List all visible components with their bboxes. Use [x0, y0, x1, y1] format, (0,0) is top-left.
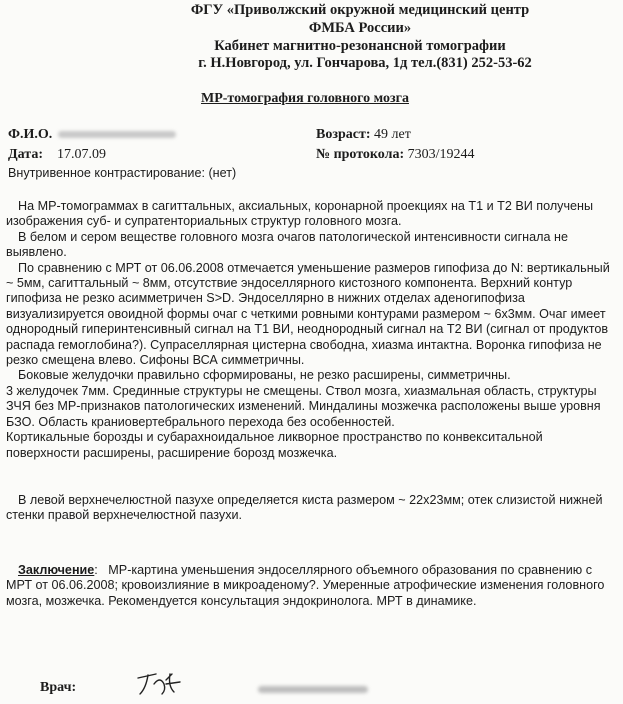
date-row — [8, 147, 106, 163]
protocol-value: 7303/19244 — [407, 147, 475, 162]
institution-agency: ФМБА России» — [308, 20, 412, 36]
handwritten-signature — [136, 670, 184, 700]
findings-paragraph: На МР-томограммах в сагиттальных, аксиальных, коронарной проекциях на Т1 и Т2 ВИ получены изображения суб- и супратенториальных структур головного мозга. — [6, 199, 594, 229]
conclusion-text: МР-картина уменьшения эндоселлярного объемного образования по сравнению с МРТ от 06.06.2008; кровоизлияние в микроаденому?. Умеренные атрофические изменения головного мозга, мозжечка. Рекомендуется консультация эндокринолога. МРТ в динамике. — [6, 563, 605, 608]
age-label: Возраст: — [316, 127, 371, 142]
protocol-row — [316, 147, 475, 163]
department-name: Кабинет магнитно-резонансной томографии — [214, 38, 506, 54]
contrast-row — [8, 166, 236, 180]
redacted-doctor-name — [258, 686, 368, 693]
fio-row — [8, 127, 176, 143]
findings-paragraph: 3 желудочек 7мм. Срединные структуры не смещены. Ствол мозга, хиазмальная область, структуры ЗЧЯ без МР-признаков патологических изменений. Миндалины мозжечка расположены выше уровня БЗО. Область краниовертебрального перехода без особенностей. — [6, 383, 601, 429]
document-title: МР-томография головного мозга — [201, 91, 409, 106]
date-value: 17.07.09 — [56, 147, 106, 162]
date-label: Дата: — [8, 147, 43, 162]
findings-paragraph: Кортикальные борозды и субарахноидальное ликворное пространство по конвекситальной поверхности расширены, расширение борозд мозжечка. — [6, 430, 543, 460]
findings-section — [6, 199, 616, 461]
institution-address: г. Н.Новгород, ул. Гончарова, 1д тел.(831) 252-53-62 — [198, 55, 532, 71]
doctor-label: Врач: — [40, 680, 77, 695]
contrast-value: (нет) — [208, 166, 237, 180]
fio-label: Ф.И.О. — [8, 127, 53, 142]
contrast-label: Внутривенное контрастирование: — [8, 166, 205, 180]
age-value: 49 лет — [374, 127, 411, 142]
conclusion-section: Заключение: МР-картина уменьшения эндоселлярного объемного образования по сравнению с МРТ от 06.06.2008; кровоизлияние в микроаденому?. Умеренные атрофические изменения головного мозга, мозжечка. Рекомендуется консультация эндокринолога. МРТ в динамике. — [6, 563, 605, 608]
findings-paragraph: По сравнению с МРТ от 06.06.2008 отмечается уменьшение размеров гипофиза до N: вертикальный ~ 5мм, сагиттальный ~ 8мм, отсутствие эндоселлярного кистозного компонента. Верхний контур гипофиза не резко асимметричен S>D. Эндоселлярно в нижних отделах аденогипофиза визуализируется овоидной формы очаг с четкими ровными контурами размером ~ 6х3мм. Очаг имеет однородный гиперинтенсивный сигнал на Т1 ВИ, неоднородный сигнал на Т2 ВИ (сигнал от продуктов распада гемоглобина?). Супраселлярная цистерна свободна, хиазма интактна. Воронка гипофиза не резко смещена влево. Сифоны ВСА симметричны. — [6, 260, 610, 368]
redacted-name — [58, 131, 176, 138]
sinus-paragraph: В левой верхнечелюстной пазухе определяется киста размером ~ 22х23мм; отек слизистой нижней стенки правой верхнечелюстной пазухи. — [6, 493, 603, 523]
sinus-section — [6, 493, 616, 524]
conclusion-label: Заключение — [18, 563, 95, 577]
age-row — [316, 127, 411, 143]
findings-paragraph: Боковые желудочки правильно сформированы, не резко расширены, симметричны. — [18, 368, 511, 383]
institution-name: ФГУ «Приволжский окружной медицинский центр — [190, 2, 530, 18]
protocol-label: № протокола: — [316, 147, 405, 162]
findings-paragraph: В белом и сером веществе головного мозга очагов патологической интенсивности сигнала не выявлено. — [6, 229, 568, 260]
